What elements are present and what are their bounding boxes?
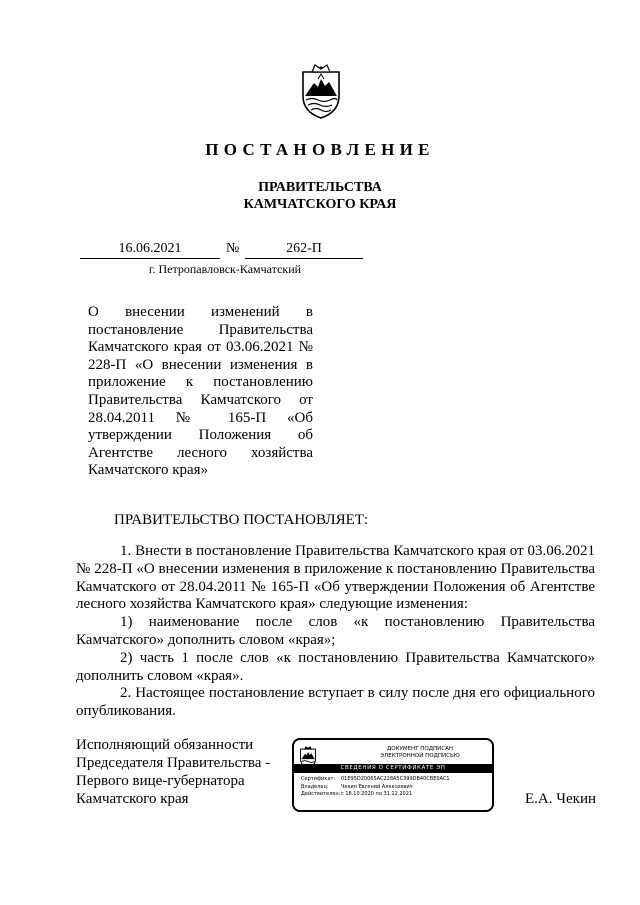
certificate-value: 01E95D20065AC228A5C399DB40CBE0AC1 xyxy=(341,776,450,782)
certificate-label: Сертификат: xyxy=(301,776,336,782)
stamp-heading-line-2: ЭЛЕКТРОННОЙ ПОДПИСЬЮ xyxy=(380,753,460,759)
position-line-4: Камчатского края xyxy=(76,791,189,807)
signatory-name: Е.А. Чекин xyxy=(525,791,596,807)
document-title: ПОСТАНОВЛЕНИЕ xyxy=(205,140,435,159)
position-line-1: Исполняющий обязанности xyxy=(76,737,254,753)
document-number: 262-П xyxy=(245,241,363,259)
validity-label: Действителен: xyxy=(301,791,341,797)
certificate-info-bar: СВЕДЕНИЯ О СЕРТИФИКАТЕ ЭП xyxy=(294,764,492,773)
issuing-authority xyxy=(0,179,640,213)
document-body xyxy=(76,543,595,721)
position-line-3: Первого вице-губернатора xyxy=(76,773,245,789)
validity-value: с 18.10.2020 по 31.12.2021 xyxy=(341,791,413,797)
validity-row xyxy=(301,791,487,799)
place-of-issue: г. Петропавловск-Камчатский xyxy=(148,262,302,276)
owner-label: Владелец: xyxy=(301,783,329,790)
authority-line-2: КАМЧАТСКОГО КРАЯ xyxy=(243,197,397,212)
certificate-details xyxy=(301,776,487,799)
position-line-2: Председателя Правительства - xyxy=(76,755,271,771)
document-subject: О внесении изменений в постановление Правительства Камчатского края от 03.06.2021 № 228-П «О внесении изменения в приложение к постановлению Правительства Камчатского от 28.04.2011 № 165-П «Об утверждении Положения об Агентстве лесного хозяйства Камчатского края» xyxy=(88,304,313,479)
body-paragraph-2: 1) наименование после слов «к постановлению Правительства Камчатского» дополнить словом «края»; xyxy=(76,614,595,648)
owner-value: Чекин Евгений Алексеевич xyxy=(341,783,413,790)
document-date: 16.06.2021 xyxy=(80,241,220,259)
number-sign: № xyxy=(226,241,240,256)
body-paragraph-4: 2. Настоящее постановление вступает в силу после дня его официального опубликования. xyxy=(76,685,595,720)
electronic-signature-stamp xyxy=(292,738,494,812)
stamp-heading xyxy=(350,746,490,760)
body-paragraph-1: 1. Внести в постановление Правительства Камчатского края от 03.06.2021 № 228-П «О внесении изменения в приложение к постановлению Правительства Камчатского от 28.04.2011 № 165-П «Об утверждении Положения об Агентстве лесного хозяйства Камчатского края» следующие изменения: xyxy=(76,543,595,613)
kamchatka-coat-of-arms-icon xyxy=(300,62,342,120)
stamp-heading-line-1: ДОКУМЕНТ ПОДПИСАН xyxy=(386,746,454,752)
signatory-position xyxy=(76,736,296,808)
certificate-row xyxy=(301,776,487,784)
body-paragraph-3: 2) часть 1 после слов «к постановлению Правительства Камчатского» дополнить словом «края». xyxy=(76,649,595,684)
owner-row xyxy=(301,784,487,792)
decree-statement: ПРАВИТЕЛЬСТВО ПОСТАНОВЛЯЕТ: xyxy=(114,512,369,528)
authority-line-1: ПРАВИТЕЛЬСТВА xyxy=(258,180,382,195)
